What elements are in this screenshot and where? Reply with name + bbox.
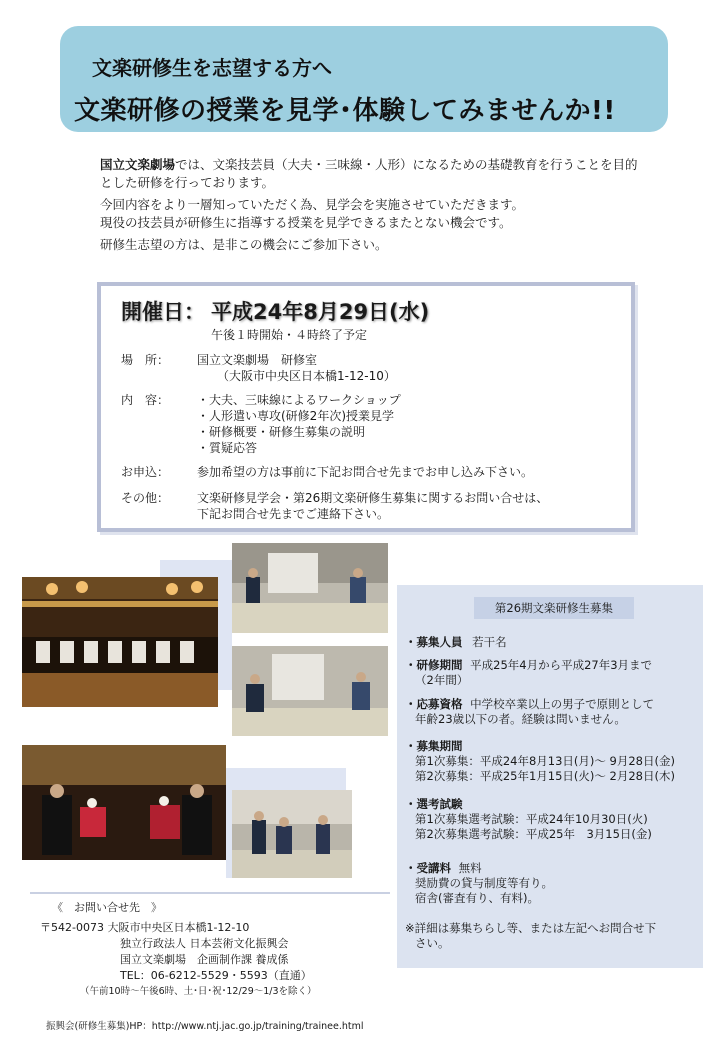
fee-scholarship: 奨励費の貸与制度等有り。 — [415, 876, 553, 890]
qualification-heading: ・応募資格 — [405, 697, 463, 711]
contact-hours: （午前10時～午後6時、土･日･祝･12/29～1/3を除く） — [80, 986, 317, 997]
people-value: 若干名 — [472, 635, 507, 649]
exam-heading: ・選考試験 — [405, 797, 463, 811]
event-date — [121, 296, 429, 326]
stage-photo-performance — [22, 577, 218, 707]
fee-value: 無料 — [458, 861, 482, 875]
application-first: 第1次募集：平成24年8月13日(月)～ 9月28日(金) — [415, 754, 675, 768]
content-line-1: ・大夫、三味線によるワークショップ — [197, 393, 401, 407]
exam-second: 第2次募集選考試験：平成25年 3月15日(金) — [415, 827, 652, 841]
event-info-box — [97, 282, 635, 532]
header-subtitle: 文楽研修生を志望する方へ — [92, 56, 332, 80]
other-line-1: 文楽研修見学会・第26期文楽研修生募集に関するお問い合せは、 — [197, 491, 549, 505]
place-line-2: （大阪市中央区日本橋1-12-10） — [217, 369, 396, 383]
contact-org-1: 独立行政法人 日本芸術文化振興会 — [120, 937, 289, 950]
period-value-2: （2年間） — [415, 673, 469, 687]
intro-p1: では、文楽技芸員（大夫・三味線・人形）になるための基礎教育を行うことを目的とした研修を行っております。 — [100, 157, 638, 190]
other-label: その他： — [121, 491, 170, 505]
fee-dormitory: 宿舎(審査有り、有料)。 — [415, 891, 539, 905]
apply-label: お申込： — [121, 465, 170, 479]
date-label: 開催日： — [121, 300, 205, 324]
training-room-photo-3 — [232, 790, 352, 878]
period-heading: ・研修期間 — [405, 658, 463, 672]
contact-address: 〒542-0073 大阪市中央区日本橋1-12-10 — [40, 921, 250, 934]
qualification-value: 中学校卒業以上の男子で原則として — [470, 697, 655, 711]
intro-text — [100, 156, 640, 258]
application-second: 第2次募集：平成25年1月15日(火)～ 2月28日(木) — [415, 769, 675, 783]
stage-photo-puppets — [22, 745, 226, 860]
recruit-application-period — [405, 739, 675, 784]
header-title: 文楽研修の授業を見学･体験してみませんか!! — [74, 96, 616, 126]
recruit-fee — [405, 861, 553, 906]
qualification-value-2: 年齢23歳以下の者。経験は問いません。 — [415, 712, 626, 726]
note-line-1: ※詳細は募集ちらし等、または左記へお問合せ下 — [405, 921, 657, 935]
people-heading: ・募集人員 — [405, 635, 463, 649]
place-line-1: 国立文楽劇場 研修室 — [197, 353, 318, 367]
recruitment-tag: 第26期文楽研修生募集 — [474, 597, 634, 619]
training-room-photo-2 — [232, 646, 388, 736]
training-room-photo-1 — [232, 543, 388, 633]
period-value: 平成25年4月から平成27年3月まで — [470, 658, 653, 672]
contact-title: 《 お問い合せ先 》 — [52, 901, 162, 914]
content-line-3: ・研修概要・研修生募集の説明 — [197, 425, 366, 439]
apply-text: 参加希望の方は事前に下記お問合せ先までお申し込み下さい。 — [197, 465, 534, 479]
intro-p4: 研修生志望の方は、是非この機会にご参加下さい。 — [100, 237, 388, 252]
fee-heading: ・受講料 — [405, 861, 451, 875]
exam-first: 第1次募集選考試験：平成24年10月30日(火) — [415, 812, 648, 826]
website-url[interactable]: 振興会(研修生募集)HP：http://www.ntj.jac.go.jp/training/trainee.html — [46, 1021, 364, 1032]
recruit-note — [405, 921, 656, 951]
content-line-4: ・質疑応答 — [197, 441, 258, 455]
intro-org: 国立文楽劇場 — [100, 157, 176, 172]
place-label: 場 所： — [121, 353, 170, 367]
note-line-2: さい。 — [415, 936, 450, 950]
contact-org-2: 国立文楽劇場 企画制作課 養成係 — [120, 953, 289, 966]
recruit-qualification — [405, 697, 654, 727]
application-heading: ・募集期間 — [405, 739, 463, 753]
contact-tel: TEL：06-6212-5529・5593（直通） — [120, 969, 312, 982]
intro-p2: 今回内容をより一層知っていただく為、見学会を実施させていただきます。 — [100, 197, 525, 212]
content-label: 内 容： — [121, 393, 170, 407]
recruit-period — [405, 658, 652, 688]
event-time: 午後１時開始・４時終了予定 — [211, 328, 368, 342]
date-value: 平成24年8月29日(水) — [211, 300, 430, 324]
intro-p3: 現役の技芸員が研修生に指導する授業を見学できるまたとない機会です。 — [100, 215, 512, 230]
other-line-2: 下記お問合せ先までご連絡下さい。 — [197, 507, 390, 521]
recruit-people — [405, 635, 507, 650]
content-line-2: ・人形遣い専攻(研修2年次)授業見学 — [197, 409, 394, 423]
contact-block — [40, 900, 317, 1000]
recruit-exam — [405, 797, 652, 842]
contact-divider — [30, 892, 390, 894]
header-banner — [60, 26, 668, 132]
recruitment-panel — [397, 585, 703, 968]
